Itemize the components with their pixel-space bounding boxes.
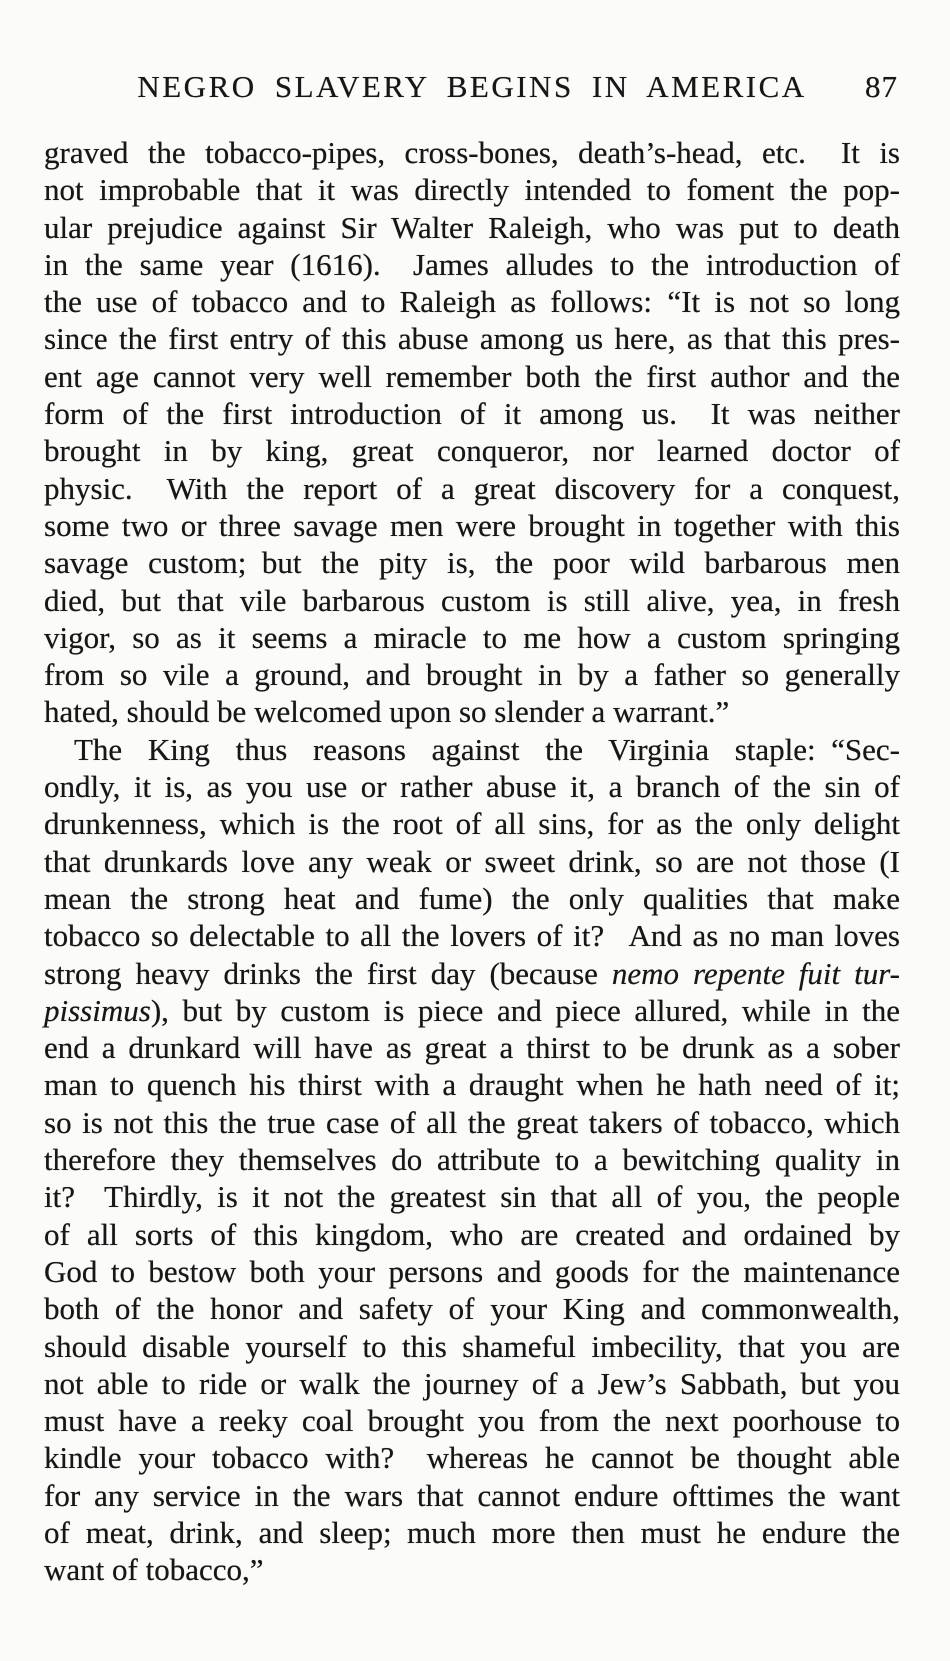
text-line [44, 1328, 900, 1365]
text-segment: should disable yourself to this shameful imbecility, that you are [44, 1328, 900, 1364]
text-segment: graved the tobacco-pipes, cross-bones, death’s-head, etc. It is [44, 135, 900, 170]
text-line [44, 395, 900, 432]
text-segment: therefore they themselves do attribute to a bewitching quality in [44, 1142, 900, 1178]
text-line [44, 320, 900, 357]
text-line [44, 1029, 900, 1066]
text-line [44, 1514, 900, 1551]
text-segment: that drunkards love any weak or sweet drink, so are not those (I [44, 843, 900, 879]
text-segment: form of the first introduction of it among us. It was neither [44, 396, 900, 432]
text-line [44, 470, 900, 507]
page-title: NEGRO SLAVERY BEGINS IN AMERICA [137, 69, 807, 104]
text-line [44, 1439, 900, 1476]
text-line [44, 656, 900, 693]
text-line [44, 358, 900, 395]
text-line [44, 1402, 900, 1439]
text-segment: man to quench his thirst with a draught when he hath need of it; [44, 1067, 900, 1103]
text-segment: ular prejudice against Sir Walter Raleigh, who was put to death [44, 209, 900, 245]
text-segment: the use of tobacco and to Raleigh as follows: “It is not so long [44, 284, 900, 320]
body-lines [44, 134, 900, 1589]
text-segment: The King thus reasons against the Virginia staple: “Sec- [74, 731, 900, 767]
text-line [44, 731, 900, 768]
text-line [44, 805, 900, 842]
running-head [44, 69, 900, 109]
text-line [44, 283, 900, 320]
text-line [44, 209, 900, 246]
text-line [44, 582, 900, 619]
text-line [44, 1141, 900, 1178]
text-segment: not improbable that it was directly intended to foment the pop- [44, 172, 900, 208]
text-line [44, 693, 900, 730]
text-line [44, 768, 900, 805]
text-segment: God to bestow both your persons and goods for the maintenance [44, 1253, 900, 1289]
text-segment: drunkenness, which is the root of all sins, for as the only delight [44, 806, 900, 842]
text-line [44, 1066, 900, 1103]
page-number: 87 [865, 69, 898, 104]
text-segment: ), but by custom is piece and piece allured, while in the [150, 992, 900, 1028]
text-segment: in the same year (1616). James alludes to the introduction of [44, 246, 900, 282]
text-segment: not able to ride or walk the journey of a Jew’s Sabbath, but you [44, 1365, 900, 1401]
text-line [44, 171, 900, 208]
text-line [44, 1551, 900, 1588]
text-line [44, 955, 900, 992]
text-line [44, 432, 900, 469]
text-segment: physic. With the report of a great discovery for a conquest, [44, 470, 900, 506]
text-line [44, 1216, 900, 1253]
text-segment: brought in by king, great conqueror, nor learned doctor of [44, 433, 900, 469]
text-segment: tobacco so delectable to all the lovers of it? And as no man loves [44, 918, 900, 954]
text-line [44, 917, 900, 954]
text-segment: strong heavy drinks the first day (because [44, 955, 612, 991]
text-line [44, 992, 900, 1029]
text-segment: savage custom; but the pity is, the poor wild barbarous men [44, 545, 900, 581]
text-line [44, 880, 900, 917]
text-segment: since the first entry of this abuse among us here, as that this pres- [44, 321, 900, 357]
text-segment: mean the strong heat and fume) the only qualities that make [44, 880, 900, 916]
text-line [44, 1365, 900, 1402]
text-segment: kindle your tobacco with? whereas he cannot be thought able [44, 1440, 900, 1476]
text-segment: so is not this the true case of all the great takers of tobacco, which [44, 1104, 900, 1140]
text-segment: hated, should be welcomed upon so slender a warrant.” [44, 694, 730, 730]
text-segment: end a drunkard will have as great a thirst to be drunk as a sober [44, 1030, 900, 1066]
text-segment: died, but that vile barbarous custom is still alive, yea, in fresh [44, 582, 900, 618]
text-line [44, 1253, 900, 1290]
text-segment: for any service in the wars that cannot endure ofttimes the want [44, 1477, 900, 1513]
text-line [44, 619, 900, 656]
italic-text-segment: nemo repente fuit tur- [611, 955, 901, 991]
italic-text-segment: pissimus [44, 992, 151, 1028]
text-segment: from so vile a ground, and brought in by a father so generally [44, 657, 900, 693]
text-segment: must have a reeky coal brought you from the next poorhouse to [44, 1403, 900, 1439]
text-segment: of meat, drink, and sleep; much more then must he endure the [44, 1514, 900, 1550]
text-line [44, 544, 900, 581]
text-segment: both of the honor and safety of your King and commonwealth, [44, 1291, 900, 1327]
text-segment: some two or three savage men were brought in together with this [44, 507, 900, 543]
text-segment: ent age cannot very well remember both the first author and the [44, 358, 900, 394]
text-line [44, 1104, 900, 1141]
text-segment: it? Thirdly, is it not the greatest sin that all of you, the people [44, 1179, 900, 1215]
text-segment: want of tobacco,” [44, 1552, 264, 1588]
text-line [44, 246, 900, 283]
text-line [44, 507, 900, 544]
text-line [44, 843, 900, 880]
text-line [44, 1290, 900, 1327]
text-line [44, 1178, 900, 1215]
text-line [44, 1477, 900, 1514]
text-segment: of all sorts of this kingdom, who are created and ordained by [44, 1216, 900, 1252]
text-segment: ondly, it is, as you use or rather abuse it, a branch of the sin of [44, 769, 900, 805]
text-line [44, 134, 900, 171]
text-segment: vigor, so as it seems a miracle to me how a custom springing [44, 619, 900, 655]
